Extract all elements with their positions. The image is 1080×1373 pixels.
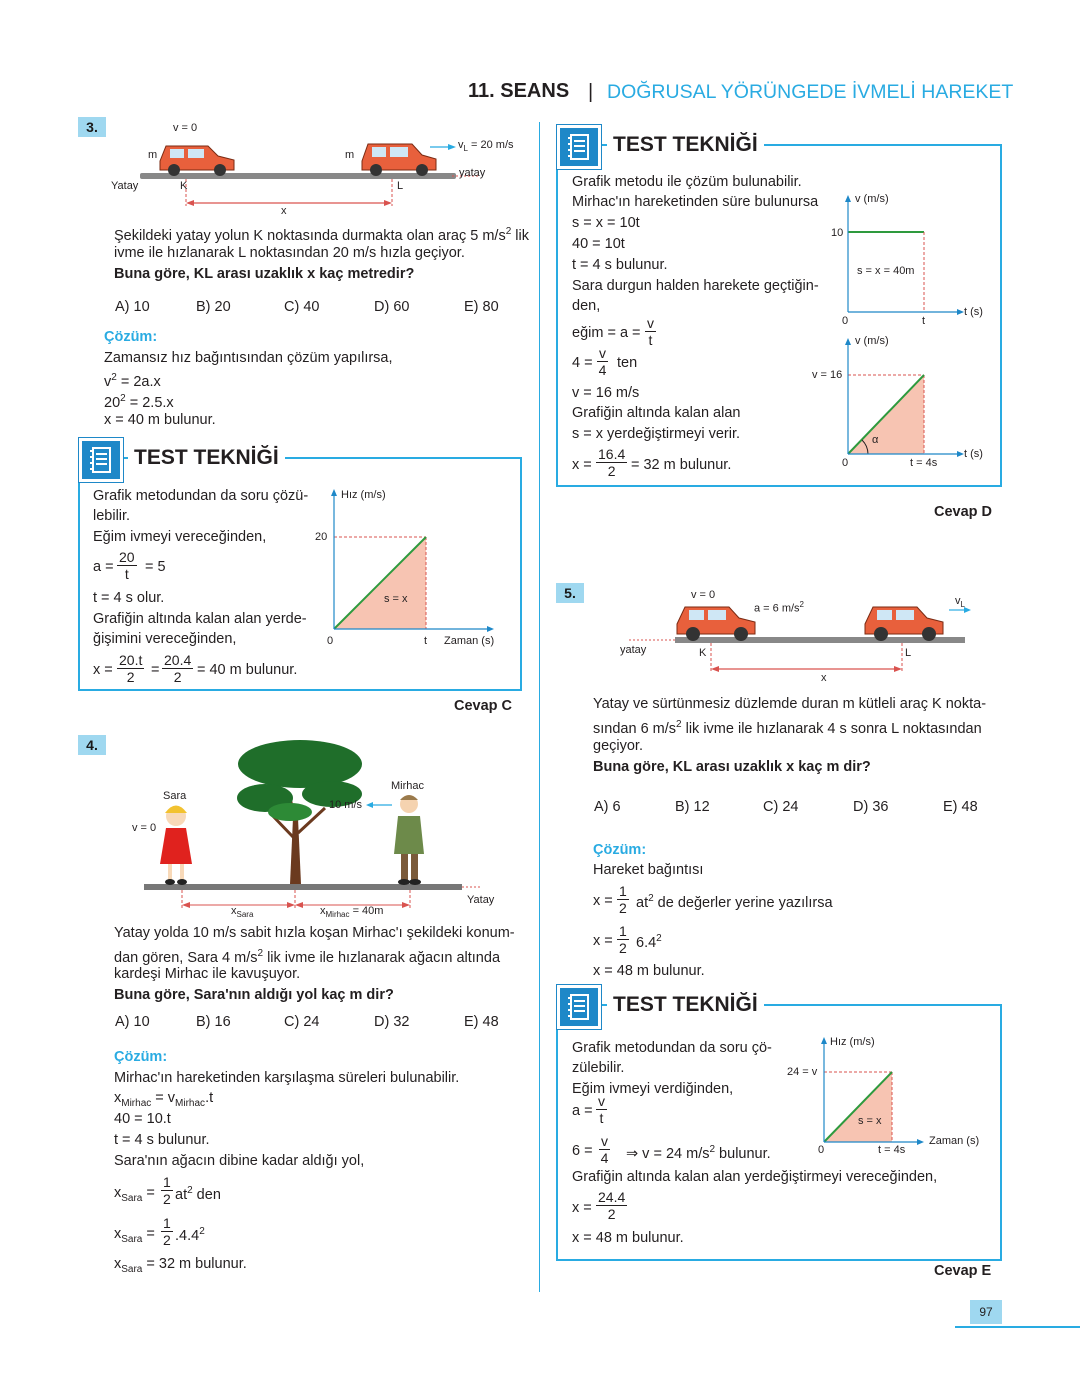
q3-tt-g-xlabel: Zaman (s)	[444, 635, 495, 647]
q5-sol-3-frac: $\frac{1}{2}$	[619, 923, 627, 956]
q5tt-s-frac: $\frac{v}{4}$	[600, 1133, 609, 1166]
q3-tt-l6: Grafiğin altında kalan alan yerde-	[93, 611, 307, 627]
q5tt-l1: Grafik metodundan da soru çö-	[572, 1040, 772, 1056]
q3-tt-g-y: 20	[315, 531, 328, 543]
q4-xmir: $x_{Mirhac} = 40m$	[320, 905, 384, 920]
q3-tt-a-pre: a =	[93, 559, 114, 575]
notebook-icon	[79, 438, 123, 482]
q4-sol-4: t = 4 s bulunur.	[114, 1132, 210, 1148]
q4-text-3: kardeşi Mirhac ile kavuşuyor.	[114, 966, 301, 982]
page-number: 97	[970, 1300, 1002, 1324]
q4tt-g2-xlabel: t (s)	[964, 448, 983, 460]
notebook-icon	[557, 985, 601, 1029]
girl-icon	[160, 806, 192, 886]
q5-x: x	[821, 672, 827, 684]
q4tt-g2-t: t = 4s	[910, 457, 938, 469]
q3-tt-g-area: s = x	[384, 593, 408, 605]
car-icon	[362, 144, 436, 176]
q4tt-g1-t: t	[922, 315, 926, 327]
q3-option-c[interactable]: C) 40	[284, 299, 320, 315]
q4-v0: v = 0	[132, 822, 157, 834]
q4tt-g1-0: 0	[842, 315, 849, 327]
q5-L: L	[905, 647, 912, 659]
q3-tt-l2: lebilir.	[93, 508, 131, 524]
q5-cozum: Çözüm:	[593, 842, 647, 858]
car-icon	[865, 607, 943, 641]
q5-sol-2-post: $at^2$ de değerler yerine yazılırsa	[636, 893, 833, 911]
q5tt-g-area: s = x	[858, 1115, 882, 1127]
q4-option-c[interactable]: C) 24	[284, 1014, 320, 1030]
q5-v0: v = 0	[691, 589, 716, 601]
q5tt-s-pre: 6 =	[572, 1143, 593, 1159]
q5tt-l3: Eğim ivmeyi verdiğinden,	[572, 1081, 734, 1097]
q5-option-a[interactable]: A) 6	[594, 799, 621, 815]
car-icon	[677, 607, 755, 641]
q4-sol-6-frac: $\frac{1}{2}$	[163, 1174, 171, 1207]
q4tt-g1-y: 10	[831, 227, 844, 239]
q4-sol-7-post: .4.4$^2$	[175, 1226, 205, 1244]
q3-tt-g-ylabel: Hız (m/s)	[341, 489, 386, 501]
q4tt-g2-alpha: α	[872, 434, 879, 446]
q4-text-1: Yatay yolda 10 m/s sabit hızla koşan Mirhac'ı şekildeki konum-	[114, 925, 515, 941]
q5-question: Buna göre, KL arası uzaklık x kaç m dir?	[593, 759, 871, 775]
q5-text-2: sından 6 $m/s^2$ lik ivme ile hızlanarak 4 s sonra L noktasından	[593, 719, 982, 737]
q3-option-d[interactable]: D) 60	[374, 299, 410, 315]
q4-option-e[interactable]: E) 48	[464, 1014, 499, 1030]
q4tt-graph-2	[820, 333, 990, 463]
q3-sol-2: $v^2 = 2a.x$	[104, 372, 161, 390]
q4tt-g1-xlabel: t (s)	[964, 306, 983, 318]
q3-cozum: Çözüm:	[104, 329, 158, 345]
q3-tt-l5: t = 4 s olur.	[93, 590, 165, 606]
q4-sol-7-frac: $\frac{1}{2}$	[163, 1215, 171, 1248]
q4-test-teknigi-title: TEST TEKNİĞİ	[607, 133, 764, 157]
car-icon	[160, 146, 234, 176]
q5-option-c[interactable]: C) 24	[763, 799, 799, 815]
q5-sol-1: Hareket bağıntısı	[593, 862, 704, 878]
column-divider	[539, 122, 540, 1292]
q5tt-g-ylabel: Hız (m/s)	[830, 1036, 875, 1048]
q4tt-x-post: = 32 m bulunur.	[631, 457, 732, 473]
q3-m2: m	[345, 149, 355, 161]
q3-K: K	[180, 180, 188, 192]
seans-label: 11. SEANS	[468, 80, 570, 102]
q4tt-l2: Mirhac'ın hareketinden süre bulunursa	[572, 194, 819, 210]
question-5-number: 5.	[556, 583, 584, 603]
q3-cevap: Cevap C	[454, 698, 513, 714]
q5tt-l6: Grafiğin altında kalan alan yerdeğiştirmeyi vereceğinden,	[572, 1169, 938, 1185]
q4tt-g2-0: 0	[842, 457, 849, 469]
q4-sol-2: $x_{Mirhac} = v_{Mirhac}.t$	[114, 1090, 214, 1109]
q3-tt-x-frac2: $\frac{20.4}{2}$	[164, 652, 192, 685]
q3-tt-l1: Grafik metodundan da soru çözü-	[93, 488, 309, 504]
q3-L: L	[397, 180, 404, 192]
q4-text-2: dan gören, Sara 4 $m/s^2$ lik ivme ile hızlanarak ağacın altında	[114, 948, 501, 966]
q4tt-l1: Grafik metodu ile çözüm bulunabilir.	[572, 174, 802, 190]
q3-tt-x-pre: x =	[93, 662, 113, 678]
q5-sol-3-pre: x =	[593, 933, 613, 949]
q3-text-1: Şekildeki yatay yolun K noktasında durmakta olan araç 5 $m/s^2$ lik	[114, 226, 530, 244]
q5tt-l2: zülebilir.	[572, 1060, 625, 1076]
q4-option-a[interactable]: A) 10	[115, 1014, 150, 1030]
q4tt-l12: s = x yerdeğiştirmeyi verir.	[572, 426, 741, 442]
q4tt-e-pre: eğim = a =	[572, 325, 641, 341]
q4tt-e-frac: $\frac{v}{t}$	[647, 315, 654, 348]
q5-yatay: yatay	[620, 644, 647, 656]
q5-option-d[interactable]: D) 36	[853, 799, 889, 815]
q5tt-a-pre: a =	[572, 1103, 593, 1119]
q4-cevap: Cevap D	[934, 504, 993, 520]
q5tt-x-pre: x =	[572, 1200, 592, 1216]
q3-vl: $v_L = 20$ m/s	[458, 139, 514, 154]
q4tt-l6: Sara durgun halden harekete geçtiğin-	[572, 278, 819, 294]
question-4-number: 4.	[78, 735, 106, 755]
q3-sol-1: Zamansız hız bağıntısından çözüm yapılırsa,	[104, 350, 393, 366]
q4tt-graph-1	[820, 190, 990, 320]
q4tt-f-frac: $\frac{v}{4}$	[598, 345, 607, 378]
q4-yatay: Yatay	[467, 894, 495, 906]
q3-option-a[interactable]: A) 10	[115, 299, 150, 315]
page-footer-line	[955, 1326, 1080, 1328]
q4-sol-1: Mirhac'ın hareketinden karşılaşma süreleri bulunabilir.	[114, 1070, 460, 1086]
q3-tt-g-t: t	[424, 635, 428, 647]
boy-icon	[394, 795, 424, 885]
q4-sol-6-post: $at^2$ den	[175, 1185, 221, 1203]
q5tt-x-frac: $\frac{24.4}{2}$	[598, 1189, 626, 1222]
q5-text-3: geçiyor.	[593, 738, 643, 754]
q3-speed-graph	[310, 486, 510, 646]
tree-icon	[237, 740, 362, 884]
q4-sol-6-pre: $x_{Sara}$ =	[114, 1185, 155, 1204]
q4tt-x-frac: $\frac{16.4}{2}$	[598, 446, 626, 479]
q4tt-l5: t = 4 s bulunur.	[572, 257, 668, 273]
q3-tt-a-frac: $\frac{20}{t}$	[119, 549, 135, 582]
q3-test-teknigi-title: TEST TEKNİĞİ	[128, 446, 285, 470]
q5-sol-2-frac: $\frac{1}{2}$	[619, 883, 627, 916]
topic-title: DOĞRUSAL YÖRÜNGEDE İVMELİ HAREKET	[607, 81, 1014, 103]
q4tt-f-pre: 4 =	[572, 355, 593, 371]
q4-xsara: $x_{Sara}$	[231, 905, 254, 920]
q3-sol-4: x = 40 m bulunur.	[104, 412, 216, 428]
q3-tt-a-post: = 5	[145, 559, 166, 575]
q4-sol-7-pre: $x_{Sara}$ =	[114, 1226, 155, 1245]
q4tt-l4: 40 = 10t	[572, 236, 625, 252]
q3-tt-l7: ğişimini vereceğinden,	[93, 631, 237, 647]
q4-option-b[interactable]: B) 16	[196, 1014, 231, 1030]
q3-x: x	[281, 205, 287, 217]
q4-v10: 10 m/s	[329, 799, 363, 811]
header-separator: |	[588, 81, 594, 103]
q5tt-g-y: 24 = v	[787, 1066, 818, 1078]
q5-text-1: Yatay ve sürtünmesiz düzlemde duran m kütleli araç K nokta-	[593, 696, 987, 712]
q5-K: K	[699, 647, 707, 659]
q5-a: a = 6 $m/s^2$	[754, 600, 804, 615]
q3-Yatay: Yatay	[111, 180, 139, 192]
question-3-number: 3.	[78, 117, 106, 137]
q5-test-teknigi-title: TEST TEKNİĞİ	[607, 993, 764, 1017]
q3-m1: m	[148, 149, 158, 161]
q5tt-g-0: 0	[818, 1144, 825, 1156]
q4-sol-8: $x_{Sara} = 32$ m bulunur.	[114, 1256, 247, 1275]
q4tt-f-post: ten	[617, 355, 638, 371]
q5-vl: $v_L$	[955, 595, 965, 610]
q5-sol-4: x = 48 m bulunur.	[593, 963, 705, 979]
q3-tt-x-post: = 40 m bulunur.	[197, 662, 298, 678]
q4tt-l7: den,	[572, 298, 601, 314]
q4-question: Buna göre, Sara'nın aldığı yol kaç m dir?	[114, 987, 394, 1003]
q5tt-g-xlabel: Zaman (s)	[929, 1135, 980, 1147]
q3-sol-3: $20^2 = 2.5.x$	[104, 393, 174, 411]
notebook-icon	[557, 125, 601, 169]
q4-sara: Sara	[163, 790, 187, 802]
q4-sol-5: Sara'nın ağacın dibine kadar aldığı yol,	[114, 1153, 365, 1169]
q5tt-l8: x = 48 m bulunur.	[572, 1230, 684, 1246]
q3-tt-x-frac1: $\frac{20.t}{2}$	[119, 652, 143, 685]
q5-sol-2-pre: x =	[593, 893, 613, 909]
q3-tt-x-eq: =	[151, 662, 160, 678]
q4tt-g2-y: v = 16	[812, 369, 843, 381]
q5-sol-3-post: $6.4^2$	[636, 933, 662, 951]
q4tt-l3: s = x = 10t	[572, 215, 640, 231]
q4tt-l10: v = 16 m/s	[572, 385, 640, 401]
q3-tt-g-0: 0	[327, 635, 334, 647]
q4tt-g1-ylabel: v (m/s)	[855, 193, 889, 205]
q5tt-g-t: t = 4s	[878, 1144, 906, 1156]
q4-sol-3: 40 = 10.t	[114, 1111, 171, 1127]
q5-cevap: Cevap E	[934, 1263, 992, 1279]
q4tt-g1-area: s = x = 40m	[857, 265, 915, 277]
q4-option-d[interactable]: D) 32	[374, 1014, 410, 1030]
q5tt-s-post: ⇒ v = 24 $m/s^2$ bulunur.	[626, 1144, 771, 1162]
q3-yatay: yatay	[459, 167, 486, 179]
q5-option-e[interactable]: E) 48	[943, 799, 978, 815]
q3-v0: v = 0	[173, 122, 198, 134]
q3-option-e[interactable]: E) 80	[464, 299, 499, 315]
q3-question: Buna göre, KL arası uzaklık x kaç metredir?	[114, 266, 415, 282]
q4-cozum: Çözüm:	[114, 1049, 168, 1065]
q4tt-l11: Grafiğin altında kalan alan	[572, 405, 741, 421]
q5tt-a-frac: $\frac{v}{t}$	[598, 1093, 605, 1126]
q4-figure	[120, 728, 520, 923]
q3-text-2: ivme ile hızlanarak L noktasından 20 m/s hızla geçiyor.	[114, 245, 465, 261]
q4tt-g2-ylabel: v (m/s)	[855, 335, 889, 347]
q3-tt-l3: Eğim ivmeyi vereceğinden,	[93, 529, 267, 545]
q3-option-b[interactable]: B) 20	[196, 299, 231, 315]
q4tt-x-pre: x =	[572, 457, 592, 473]
q5-option-b[interactable]: B) 12	[675, 799, 710, 815]
q4-mirhac: Mirhac	[391, 780, 425, 792]
